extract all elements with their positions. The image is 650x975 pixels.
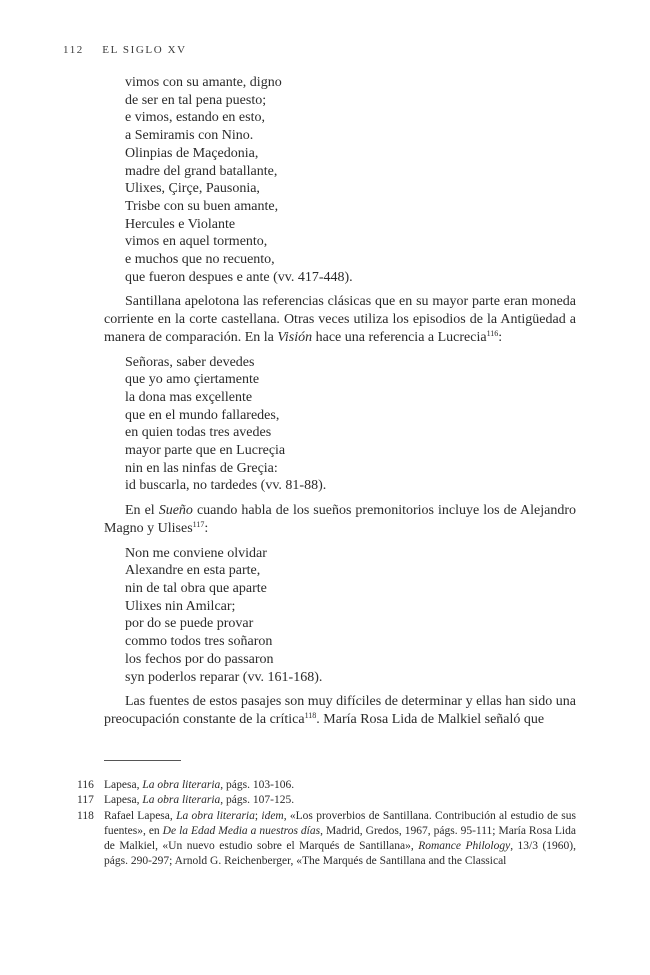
paragraph-text: En el: [125, 503, 159, 519]
verse-line: Ulixes nin Amilcar;: [125, 598, 236, 614]
verse-line: commo todos tres soñaron: [125, 634, 273, 650]
footnote-118: [77, 809, 576, 870]
verse-line: Olinpias de Maçedonia,: [125, 145, 259, 161]
verse-line: en quien todas tres avedes: [125, 425, 272, 441]
footnote-author: Lapesa,: [104, 779, 143, 791]
verse-block-2: [125, 354, 576, 496]
verse-line: Señoras, saber devedes: [125, 354, 255, 370]
paragraph-text: Las fuentes de estos pasajes son muy difíciles de determinar y ellas han sido una preocupación constante de la crítica: [104, 694, 576, 727]
verse-line: e muchos que no recuento,: [125, 252, 275, 268]
paragraph-text: hace una referencia a Lucrecia: [312, 329, 487, 345]
verse-line: e vimos, estando en esto,: [125, 110, 265, 126]
paragraph-text: cuando habla de los sueños premonitorios incluye los de Alejandro Magno y Ulises: [104, 503, 577, 536]
work-title: La obra literaria: [142, 779, 221, 791]
work-title: Visión: [277, 329, 313, 345]
main-text: [104, 74, 576, 729]
verse-block-1: [125, 74, 576, 286]
footnote-text-segment: , 13/3 (1960), págs. 290-297; Arnold G. Reichenberger, «The Marqués de Santillana and the Classical: [104, 840, 576, 868]
footnote-text-segment: , «Los proverbios de Santillana. Contribución al estudio de sus fuentes», en: [104, 809, 576, 837]
paragraph-text: . María Rosa Lida de Malkiel señaló que: [316, 711, 545, 727]
verse-line: id buscarla, no tardedes (vv. 81-88).: [125, 478, 327, 494]
footnotes: [77, 778, 576, 870]
verse-line: de ser en tal pena puesto;: [125, 92, 267, 108]
journal-title: Romance Philology: [418, 840, 511, 853]
footnote-text: [104, 793, 576, 808]
page-number: 112: [63, 44, 84, 56]
footnote-pages: , págs. 107-125.: [220, 794, 295, 807]
verse-line: los fechos por do passaron: [125, 651, 274, 667]
verse-line: syn poderlos reparar (vv. 161-168).: [125, 669, 323, 685]
paragraph-text: Santillana apelotona las referencias clásicas que en su mayor parte eran moneda corriente en la corte castellana. Otras veces utiliza los episodios de la Antigüedad a manera de comparación. En la: [104, 294, 576, 345]
verse-line: Ulixes, Çirçe, Pausonia,: [125, 181, 260, 197]
verse-line: que fueron despues e ante (vv. 417-448).: [125, 269, 353, 285]
work-title: La obra literaria: [176, 809, 255, 822]
verse-line: Hercules e Violante: [125, 216, 236, 232]
footnote-117: [77, 793, 576, 808]
verse-line: Trisbe con su buen amante,: [125, 198, 279, 214]
verse-line: que yo amo çiertamente: [125, 372, 260, 388]
paragraph-2: [104, 502, 576, 537]
verse-line: mayor parte que en Lucreçia: [125, 443, 286, 459]
verse-line: madre del grand batallante,: [125, 163, 278, 179]
footnote-text-segment: , Madrid, Gredos, 1967, págs. 95-111; María Rosa Lida de Malkiel, «Un nuevo estudio sobre el Marqués de Santillana»,: [104, 824, 576, 853]
footnote-text: [104, 778, 576, 793]
footnote-separator: [104, 760, 181, 761]
verse-line: nin de tal obra que aparte: [125, 580, 267, 596]
footnote-author: Lapesa,: [104, 794, 143, 807]
verse-block-3: [125, 545, 576, 687]
footnote-number: 117: [77, 794, 94, 807]
idem-abbrev: idem: [261, 809, 284, 822]
verse-line: Alexandre en esta parte,: [125, 563, 261, 579]
verse-line: nin en las ninfas de Greçia:: [125, 460, 278, 476]
verse-line: a Semiramis con Nino.: [125, 128, 254, 144]
paragraph-text: :: [498, 329, 503, 345]
verse-line: por do se puede provar: [125, 616, 254, 632]
verse-line: la dona mas exçellente: [125, 389, 253, 405]
footnote-text-segment: ;: [254, 809, 262, 822]
footnote-text: [104, 809, 576, 870]
verse-line: vimos con su amante, digno: [125, 75, 282, 90]
footnote-author: Rafael Lapesa,: [104, 809, 177, 822]
footnote-ref-118[interactable]: 118: [304, 710, 317, 720]
paragraph-3: [104, 693, 576, 728]
paragraph-text: :: [204, 520, 209, 536]
footnote-number: 116: [77, 779, 94, 791]
paragraph-1: [104, 293, 576, 346]
footnote-ref-116[interactable]: 116: [486, 328, 499, 338]
work-title: De la Edad Media a nuestros días: [162, 824, 321, 837]
verse-line: Non me conviene olvidar: [125, 545, 267, 561]
footnote-ref-117[interactable]: 117: [192, 519, 205, 529]
verse-line: vimos en aquel tormento,: [125, 234, 268, 250]
work-title: Sueño: [158, 503, 193, 519]
running-title: EL SIGLO XV: [102, 44, 187, 56]
footnote-pages: , págs. 103-106.: [220, 779, 295, 791]
footnote-116: [77, 778, 576, 793]
running-head: [63, 44, 187, 56]
work-title: La obra literaria: [142, 794, 221, 807]
verse-line: que en el mundo fallaredes,: [125, 407, 280, 423]
footnote-number: 118: [77, 809, 94, 822]
